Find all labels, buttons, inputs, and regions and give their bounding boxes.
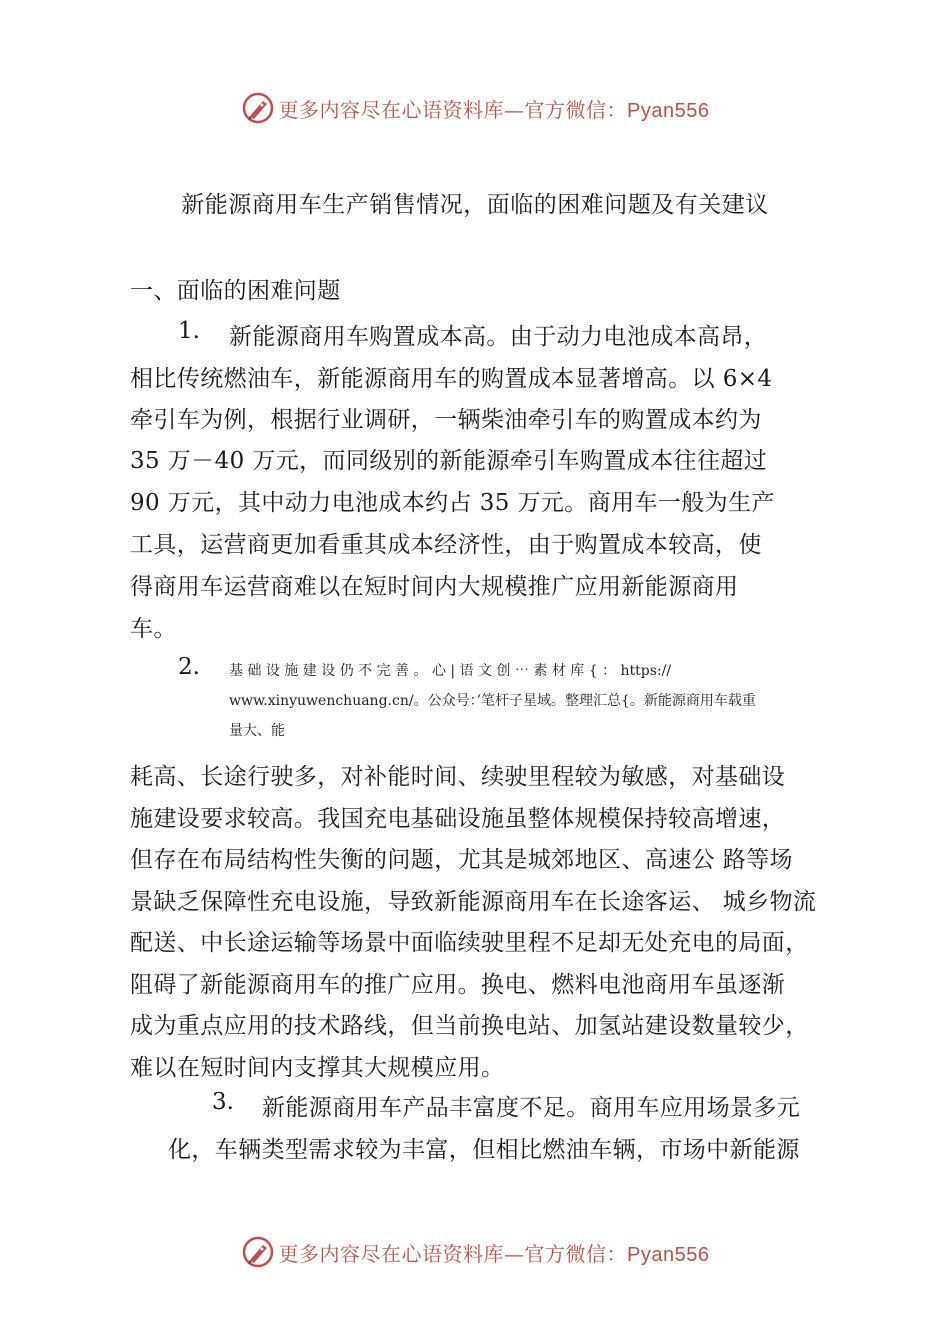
paragraph-2-line: 耗高、长途行驶多，对补能时间、续驶里程较为敏感，对基础设 — [130, 764, 786, 790]
paragraph-1-line: 90 万元，其中动力电池成本约占 35 万元。商用车一般为生产 — [130, 490, 775, 516]
paragraph-2-small-line: 基 础 设 施 建 设 仍 不 完 善 。 心 | 语 文 创 ⋯ 素 材 库 { ： https:// — [229, 663, 672, 679]
paragraph-number-2: 2. — [178, 654, 200, 680]
section-heading: 一、面临的困难问题 — [130, 278, 341, 304]
paragraph-1-line: 车。 — [130, 616, 177, 642]
banner-wechat-id: Pyan556 — [627, 99, 710, 122]
paragraph-2-line: 成为重点应用的技术路线，但当前换电站、加氢站建设数量较少， — [130, 1013, 809, 1039]
paragraph-1-line: 相比传统燃油车，新能源商用车的购置成本显著增高。以 6×4 — [130, 366, 773, 392]
paragraph-1-line: 工具，运营商更加看重其成本经济性，由于购置成本较高，使 — [130, 532, 762, 558]
document-title: 新能源商用车生产销售情况，面临的困难问题及有关建议 — [181, 192, 769, 218]
paragraph-2-line: 景缺乏保障性充电设施，导致新能源商用车在长途客运、 城乡物流 — [130, 889, 817, 915]
pen-nib-logo-icon — [241, 1235, 275, 1269]
paragraph-2-small-line: www.xinyuwenchuang.cn/。公众号：’笔杆子星域。整理汇总{。新能源商用车载重 — [229, 693, 756, 709]
banner-wechat-label: 官方微信： — [524, 1241, 628, 1266]
paragraph-2-line: 难以在短时间内支撑其大规模应用。 — [130, 1055, 505, 1081]
paragraph-3-line: 化，车辆类型需求较为丰富，但相比燃油车辆，市场中新能源 — [168, 1137, 800, 1163]
banner-wechat-label: 官方微信： — [524, 97, 628, 122]
paragraph-number-1: 1. — [178, 318, 200, 344]
header-banner — [0, 88, 950, 128]
banner-dash: — — [504, 97, 525, 122]
footer-banner — [0, 1232, 950, 1272]
banner-site-name: 更多内容尽在心语资料库 — [278, 97, 505, 122]
paragraph-2-line: 施建设要求较高。我国充电基础设施虽整体规模保持较高增速， — [130, 806, 786, 832]
paragraph-1-line: 35 万－40 万元，而同级别的新能源牵引车购置成本往往超过 — [130, 448, 768, 474]
paragraph-3-line: 新能源商用车产品丰富度不足。商用车应用场景多元 — [262, 1095, 801, 1121]
pen-nib-logo-icon — [241, 91, 275, 125]
banner-dash: — — [504, 1241, 525, 1266]
paragraph-1-line: 得商用车运营商难以在短时间内大规模推广应用新能源商用 — [130, 574, 739, 600]
paragraph-number-3: 3. — [212, 1089, 234, 1115]
paragraph-2-line: 阻碍了新能源商用车的推广应用。换电、燃料电池商用车虽逐渐 — [130, 972, 786, 998]
banner-wechat-id: Pyan556 — [627, 1243, 710, 1266]
paragraph-1-line: 新能源商用车购置成本高。由于动力电池成本高昂， — [229, 324, 768, 350]
banner-site-name: 更多内容尽在心语资料库 — [278, 1241, 505, 1266]
paragraph-2-line: 配送、中长途运输等场景中面临续驶里程不足却无处充电的局面， — [130, 930, 809, 956]
paragraph-2-small-line: 量大、能 — [229, 723, 285, 739]
paragraph-1-line: 牵引车为例，根据行业调研，一辆柴油牵引车的购置成本约为 — [130, 407, 762, 433]
paragraph-2-line: 但存在布局结构性失衡的问题，尤其是城郊地区、高速公 路等场 — [130, 847, 793, 873]
